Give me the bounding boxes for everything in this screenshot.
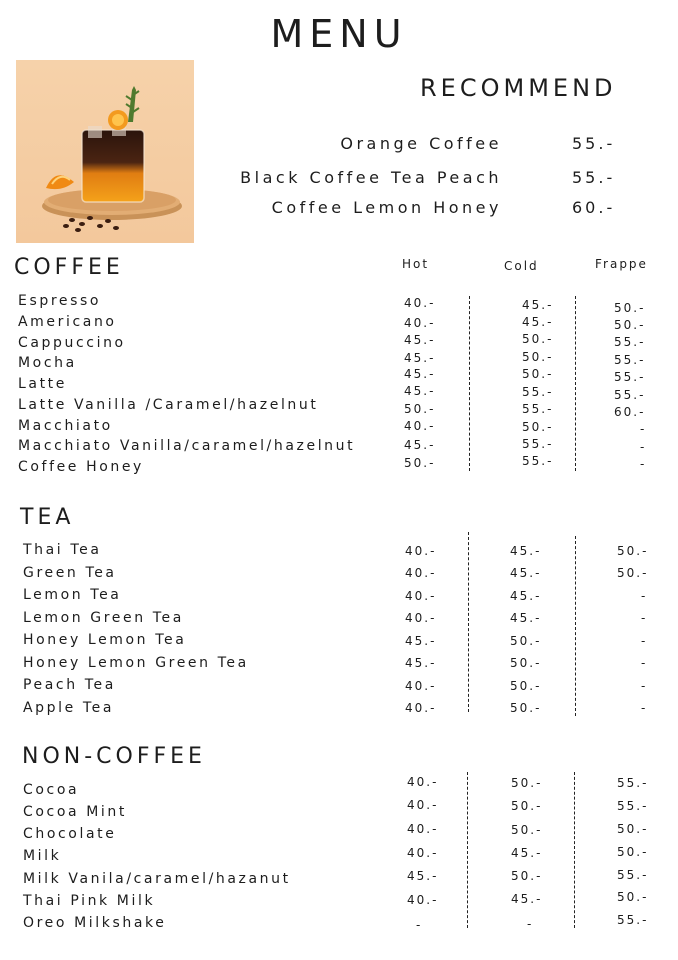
price-hot: 40.- (407, 798, 439, 812)
price-cold: 45.- (510, 611, 542, 625)
price-frappe: 55.- (614, 388, 646, 402)
price-cold: 45.- (510, 589, 542, 603)
column-divider (469, 296, 470, 471)
price-hot: 40.- (405, 589, 437, 603)
price-hot: - (416, 918, 423, 932)
price-cold: 45.- (510, 566, 542, 580)
column-divider (575, 296, 576, 471)
menu-item-name: Lemon Tea (23, 587, 122, 603)
menu-item-name: Americano (18, 314, 117, 330)
price-frappe: - (640, 457, 647, 471)
price-frappe: 50.- (617, 566, 649, 580)
price-frappe: 55.- (617, 799, 649, 813)
price-cold: 55.- (522, 385, 554, 399)
column-divider (575, 536, 576, 716)
column-divider (467, 772, 468, 928)
tea-section-title: TEA (20, 505, 75, 530)
price-hot: 45.- (404, 351, 436, 365)
coffee-section-title: COFFEE (14, 255, 124, 280)
price-frappe: 50.- (617, 544, 649, 558)
menu-item-name: Lemon Green Tea (23, 610, 184, 626)
price-frappe: - (641, 611, 648, 625)
price-hot: 40.- (407, 893, 439, 907)
menu-item-name: Apple Tea (23, 700, 115, 716)
column-header-cold: Cold (504, 259, 539, 273)
price-cold: 55.- (522, 437, 554, 451)
price-hot: 45.- (405, 634, 437, 648)
menu-item-name: Latte Vanilla /Caramel/hazelnut (18, 397, 319, 413)
price-hot: 40.- (407, 846, 439, 860)
column-header-hot: Hot (402, 257, 430, 271)
price-hot: 45.- (404, 333, 436, 347)
menu-item-name: Chocolate (23, 826, 117, 842)
price-cold: 45.- (511, 846, 543, 860)
price-frappe: 50.- (617, 822, 649, 836)
price-cold: 50.- (511, 799, 543, 813)
price-cold: 50.- (511, 823, 543, 837)
menu-item-name: Milk (23, 848, 62, 864)
column-divider (468, 532, 469, 712)
price-cold: 50.- (510, 701, 542, 715)
price-frappe: 50.- (617, 890, 649, 904)
menu-item-name: Cocoa (23, 782, 80, 798)
price-frappe: 55.- (617, 776, 649, 790)
price-hot: 40.- (405, 679, 437, 693)
price-hot: 40.- (404, 296, 436, 310)
price-hot: 40.- (404, 419, 436, 433)
recommend-title: RECOMMEND (420, 74, 617, 102)
price-frappe: - (641, 701, 648, 715)
price-frappe: 50.- (614, 301, 646, 315)
price-frappe: 55.- (614, 335, 646, 349)
menu-item-name: Peach Tea (23, 677, 116, 693)
recommend-item-price: 60.- (572, 198, 616, 217)
menu-item-name: Cappuccino (18, 335, 126, 351)
price-hot: 45.- (404, 438, 436, 452)
menu-item-name: Mocha (18, 355, 77, 371)
menu-item-name: Thai Tea (23, 542, 102, 558)
menu-item-name: Latte (18, 376, 67, 392)
price-hot: 50.- (404, 456, 436, 470)
column-header-frappe: Frappe (595, 257, 648, 271)
price-frappe: 50.- (617, 845, 649, 859)
column-divider (574, 772, 575, 928)
menu-item-name: Honey Lemon Tea (23, 632, 187, 648)
price-hot: 40.- (407, 822, 439, 836)
price-cold: 55.- (522, 402, 554, 416)
price-cold: 50.- (522, 367, 554, 381)
price-frappe: - (641, 679, 648, 693)
recommend-item-price: 55.- (572, 168, 616, 187)
non-coffee-section-title: NON-COFFEE (22, 744, 206, 769)
price-cold: 50.- (522, 332, 554, 346)
menu-item-name: Coffee Honey (18, 459, 144, 475)
price-hot: 45.- (404, 384, 436, 398)
menu-item-name: Thai Pink Milk (23, 893, 156, 909)
price-cold: 50.- (522, 350, 554, 364)
price-hot: 40.- (405, 544, 437, 558)
price-hot: 40.- (407, 775, 439, 789)
menu-item-name: Oreo Milkshake (23, 915, 167, 931)
recommend-item-price: 55.- (572, 134, 616, 153)
price-cold: 50.- (510, 634, 542, 648)
recommend-item-name: Black Coffee Tea Peach (240, 168, 502, 187)
price-hot: 45.- (404, 367, 436, 381)
page-title: MENU (270, 12, 408, 56)
price-frappe: - (640, 440, 647, 454)
price-cold: 50.- (522, 420, 554, 434)
price-hot: 40.- (405, 611, 437, 625)
price-hot: 45.- (405, 656, 437, 670)
price-frappe: - (640, 422, 647, 436)
price-hot: 50.- (404, 402, 436, 416)
menu-item-name: Macchiato Vanilla/caramel/hazelnut (18, 438, 356, 454)
price-hot: 40.- (404, 316, 436, 330)
price-hot: 40.- (405, 701, 437, 715)
price-cold: 55.- (522, 454, 554, 468)
price-cold: - (527, 917, 534, 931)
menu-item-name: Cocoa Mint (23, 804, 127, 820)
price-hot: 45.- (407, 869, 439, 883)
price-frappe: - (641, 656, 648, 670)
price-cold: 45.- (511, 892, 543, 906)
menu-item-name: Espresso (18, 293, 102, 309)
price-frappe: 55.- (614, 353, 646, 367)
orange-coffee-photo (16, 60, 194, 243)
price-cold: 50.- (510, 656, 542, 670)
price-frappe: 55.- (614, 370, 646, 384)
price-hot: 40.- (405, 566, 437, 580)
price-frappe: 50.- (614, 318, 646, 332)
price-frappe: - (641, 634, 648, 648)
price-frappe: 60.- (614, 405, 646, 419)
menu-item-name: Macchiato (18, 418, 113, 434)
menu-item-name: Milk Vanila/caramel/hazanut (23, 871, 291, 887)
price-cold: 50.- (511, 776, 543, 790)
price-frappe: - (641, 589, 648, 603)
price-cold: 50.- (511, 869, 543, 883)
price-cold: 45.- (510, 544, 542, 558)
drink-illustration-icon (16, 60, 194, 243)
menu-item-name: Green Tea (23, 565, 117, 581)
price-frappe: 55.- (617, 868, 649, 882)
recommend-item-name: Orange Coffee (340, 134, 502, 153)
price-cold: 50.- (510, 679, 542, 693)
menu-item-name: Honey Lemon Green Tea (23, 655, 249, 671)
recommend-item-name: Coffee Lemon Honey (271, 198, 502, 217)
price-cold: 45.- (522, 315, 554, 329)
price-frappe: 55.- (617, 913, 649, 927)
price-cold: 45.- (522, 298, 554, 312)
